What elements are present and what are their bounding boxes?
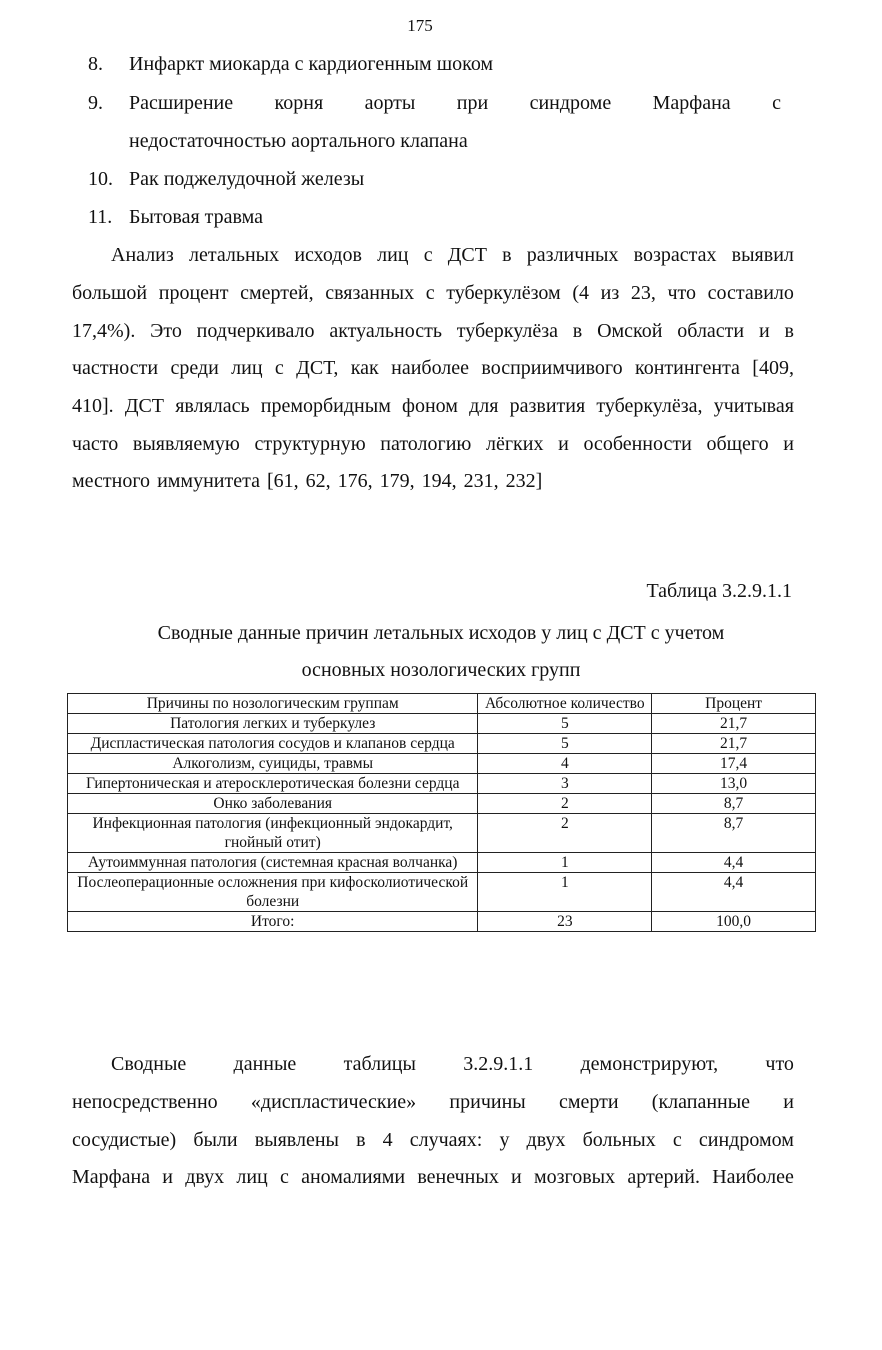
- word: фоном: [402, 395, 458, 417]
- list-number: 11.: [88, 206, 113, 228]
- word: для: [469, 395, 499, 417]
- word: Анализ: [111, 244, 174, 266]
- paragraph-line: [111, 1052, 794, 1076]
- word: 23,: [630, 282, 656, 304]
- cell-total-count: 23: [478, 912, 652, 932]
- word: контингента: [635, 357, 740, 379]
- word: лёгких: [486, 433, 544, 455]
- word: в: [356, 1129, 366, 1151]
- word: и: [558, 433, 569, 455]
- word: ДСТ: [447, 244, 487, 266]
- word: аномалиями: [301, 1166, 406, 1188]
- causes-table: [67, 693, 816, 932]
- word: лиц: [377, 244, 409, 266]
- word: 17,4%).: [72, 320, 136, 342]
- word: различных: [526, 244, 619, 266]
- word: и: [783, 433, 794, 455]
- table-row: [68, 754, 816, 774]
- table-row: [68, 774, 816, 794]
- word: что: [667, 282, 697, 304]
- word: Марфана: [652, 92, 731, 114]
- word: [409,: [752, 357, 794, 379]
- word: смертей,: [240, 282, 314, 304]
- word: и: [511, 1166, 522, 1188]
- word: артерий.: [627, 1166, 700, 1188]
- header-count: Абсолютное количество: [478, 694, 652, 714]
- word: венечных: [417, 1166, 499, 1188]
- word: (клапанные: [651, 1091, 751, 1113]
- word: Наиболее: [712, 1166, 794, 1188]
- word: иммунитета: [157, 470, 260, 492]
- word: выявил: [731, 244, 794, 266]
- paragraph-line: [72, 1090, 794, 1114]
- table-label: Таблица 3.2.9.1.1: [646, 580, 792, 602]
- paragraph-line: [72, 432, 794, 456]
- paragraph-line: [72, 281, 794, 305]
- cell-cause: Гипертоническая и атеросклеротическая болезни сердца: [68, 774, 478, 794]
- list-number: 10.: [88, 168, 113, 190]
- word: в: [572, 320, 583, 342]
- word: большой: [72, 282, 148, 304]
- paragraph-line: [72, 1128, 794, 1152]
- list-text: Рак поджелудочной железы: [129, 168, 365, 190]
- cell-percent: 17,4: [652, 754, 816, 774]
- word: синдроме: [529, 92, 612, 114]
- word: с: [423, 244, 433, 266]
- word: Расширение: [129, 92, 234, 114]
- word: ДСТ: [124, 395, 165, 417]
- word: корня: [274, 92, 324, 114]
- word: общего: [706, 433, 769, 455]
- word: с: [279, 1166, 289, 1188]
- table-title-line: Сводные данные причин летальных исходов у лиц с ДСТ с учетом: [157, 622, 725, 644]
- word: Сводные: [111, 1053, 187, 1075]
- paragraph-line: [72, 356, 794, 380]
- cell-count: 1: [478, 873, 652, 912]
- word: данные: [233, 1053, 297, 1075]
- cell-count: 1: [478, 853, 652, 873]
- cell-cause: Онко заболевания: [68, 794, 478, 814]
- cell-count: 2: [478, 814, 652, 853]
- cell-count: 5: [478, 714, 652, 734]
- word: местного: [72, 470, 151, 492]
- word: туберкулёза,: [596, 395, 703, 417]
- cell-cause: Диспластическая патология сосудов и клапанов сердца: [68, 734, 478, 754]
- word: 3.2.9.1.1: [463, 1053, 534, 1075]
- word: с: [672, 1129, 682, 1151]
- word: 4: [382, 1129, 393, 1151]
- word: выявлены: [254, 1129, 339, 1151]
- word: развития: [509, 395, 586, 417]
- word: Омской: [597, 320, 663, 342]
- table-row: [68, 814, 816, 853]
- cell-count: 2: [478, 794, 652, 814]
- paragraph-line: [72, 394, 794, 418]
- word: (4: [572, 282, 590, 304]
- word: ДСТ,: [296, 357, 339, 379]
- list-text-justified: [129, 91, 781, 115]
- word: сосудистые): [72, 1129, 177, 1151]
- cell-cause: Патология легких и туберкулез: [68, 714, 478, 734]
- cell-total-label: Итого:: [68, 912, 478, 932]
- word: преморбидным: [260, 395, 391, 417]
- word: непосредственно: [72, 1091, 218, 1113]
- list-text: Инфаркт миокарда с кардиогенным шоком: [129, 53, 494, 75]
- cell-count: 3: [478, 774, 652, 794]
- word: исходов: [294, 244, 362, 266]
- cell-count: 5: [478, 734, 652, 754]
- cell-percent: 13,0: [652, 774, 816, 794]
- table-row: [68, 794, 816, 814]
- word: с: [772, 92, 781, 114]
- word: и: [758, 320, 770, 342]
- word: из: [600, 282, 620, 304]
- word: демонстрируют,: [580, 1053, 719, 1075]
- cell-cause: Послеоперационные осложнения при кифосколиотической болезни: [68, 873, 478, 912]
- word: причины: [449, 1091, 526, 1113]
- word: [61,: [266, 470, 299, 492]
- word: среди: [170, 357, 219, 379]
- table-row: [68, 853, 816, 873]
- word: 179,: [379, 470, 415, 492]
- word: летальных: [188, 244, 280, 266]
- word: наиболее: [391, 357, 470, 379]
- word: «диспластические»: [250, 1091, 417, 1113]
- word: туберкулёзом: [446, 282, 561, 304]
- word: с: [425, 282, 435, 304]
- cell-cause: Инфекционная патология (инфекционный эндокардит, гнойный отит): [68, 814, 478, 853]
- list-text: Бытовая травма: [129, 206, 264, 228]
- word: как: [350, 357, 379, 379]
- word: и: [162, 1166, 173, 1188]
- word: учитывая: [713, 395, 794, 417]
- word: лиц: [231, 357, 263, 379]
- cell-count: 4: [478, 754, 652, 774]
- word: синдромом: [698, 1129, 794, 1151]
- table-total-row: [68, 912, 816, 932]
- word: что: [765, 1053, 794, 1075]
- word: 231,: [463, 470, 499, 492]
- word: и: [783, 1091, 794, 1113]
- word: таблицы: [343, 1053, 416, 1075]
- table-title-line: основных нозологических групп: [301, 659, 581, 681]
- word: частности: [72, 357, 159, 379]
- paragraph-line: [72, 1165, 794, 1189]
- table-header-row: [68, 694, 816, 714]
- paragraph-line: [72, 319, 794, 343]
- table-row: [68, 873, 816, 912]
- cell-cause: Алкоголизм, суициды, травмы: [68, 754, 478, 774]
- word: 176,: [337, 470, 373, 492]
- list-text: недостаточностью аортального клапана: [129, 130, 468, 152]
- header-percent: Процент: [652, 694, 816, 714]
- word: были: [193, 1129, 238, 1151]
- cell-cause: Аутоиммунная патология (системная красная волчанка): [68, 853, 478, 873]
- word: выявляемую: [132, 433, 240, 455]
- cell-percent: 8,7: [652, 794, 816, 814]
- word: больных: [582, 1129, 656, 1151]
- cell-percent: 21,7: [652, 714, 816, 734]
- word: часто: [72, 433, 119, 455]
- word: лиц: [236, 1166, 268, 1188]
- word: являлась: [175, 395, 250, 417]
- word: туберкулёза: [456, 320, 558, 342]
- word: 232]: [505, 470, 543, 492]
- word: двух: [185, 1166, 225, 1188]
- word: патологию: [380, 433, 472, 455]
- word: Это: [150, 320, 182, 342]
- word: составило: [707, 282, 794, 304]
- paragraph-line: [72, 469, 794, 493]
- word: особенности: [583, 433, 692, 455]
- word: аорты: [364, 92, 416, 114]
- word: двух: [526, 1129, 566, 1151]
- word: актуальность: [329, 320, 442, 342]
- word: при: [456, 92, 489, 114]
- word: возрастах: [633, 244, 717, 266]
- table-row: [68, 734, 816, 754]
- list-number: 9.: [88, 92, 103, 114]
- word: у: [499, 1129, 510, 1151]
- paragraph-line: [111, 243, 794, 267]
- table-row: [68, 714, 816, 734]
- list-number: 8.: [88, 53, 103, 75]
- word: смерти: [558, 1091, 619, 1113]
- word: подчеркивало: [196, 320, 315, 342]
- word: мозговых: [533, 1166, 616, 1188]
- word: Марфана: [72, 1166, 151, 1188]
- word: связанных: [325, 282, 415, 304]
- word: восприимчивого: [481, 357, 623, 379]
- word: в: [784, 320, 794, 342]
- cell-total-percent: 100,0: [652, 912, 816, 932]
- word: в: [502, 244, 512, 266]
- word: структурную: [254, 433, 366, 455]
- page-number: 175: [407, 16, 433, 35]
- word: с: [274, 357, 284, 379]
- word: 62,: [305, 470, 331, 492]
- header-cause: Причины по нозологическим группам: [68, 694, 478, 714]
- cell-percent: 21,7: [652, 734, 816, 754]
- word: случаях:: [409, 1129, 483, 1151]
- cell-percent: 4,4: [652, 853, 816, 873]
- cell-percent: 8,7: [652, 814, 816, 853]
- word: процент: [158, 282, 229, 304]
- word: 194,: [421, 470, 457, 492]
- word: области: [677, 320, 745, 342]
- word: 410].: [72, 395, 114, 417]
- cell-percent: 4,4: [652, 873, 816, 912]
